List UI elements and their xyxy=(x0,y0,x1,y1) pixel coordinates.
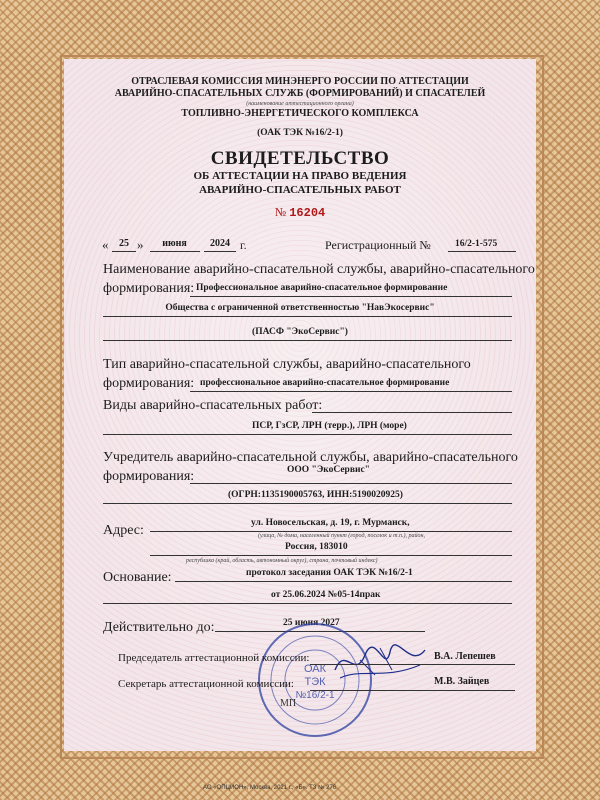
address-label: Адрес: xyxy=(103,523,144,538)
certificate-subtitle-2: АВАРИЙНО-СПАСАТЕЛЬНЫХ РАБОТ xyxy=(199,184,401,196)
type-label-1: Тип аварийно-спасательной службы, аварийно-спасательного xyxy=(103,357,471,372)
chairman-line xyxy=(310,664,515,665)
type-line xyxy=(190,391,512,392)
date-day-line xyxy=(112,251,136,252)
founder-label-1: Учредитель аварийно-спасательной службы, аварийно-спасательного xyxy=(103,450,518,465)
address-line-2 xyxy=(150,555,512,556)
valid-until-label: Действительно до: xyxy=(103,620,215,635)
address-hint-2: республика (край, область, автономный округ), страна, почтовый индекс) xyxy=(186,558,378,564)
kinds-line-1 xyxy=(312,412,512,413)
founder-line-1 xyxy=(190,483,512,484)
issuer-line-2: АВАРИЙНО-СПАСАТЕЛЬНЫХ СЛУЖБ (ФОРМИРОВАНИЙ) И СПАСАТЕЛЕЙ xyxy=(114,88,486,99)
address-line-1 xyxy=(150,531,512,532)
secretary-label: Секретарь аттестационной комиссии: xyxy=(118,678,294,690)
date-year-line xyxy=(204,251,236,252)
stamp-place-mark: МП xyxy=(280,698,297,709)
issuer-line-3: ТОПЛИВНО-ЭНЕРГЕТИЧЕСКОГО КОМПЛЕКСА xyxy=(181,108,419,119)
name-line-2 xyxy=(103,316,512,317)
name-value-2: Общества с ограниченной ответственностью "НавЭкосервис" xyxy=(165,303,435,313)
basis-value-2: от 25.06.2024 №05-14прак xyxy=(271,590,381,600)
address-value-1: ул. Новосельская, д. 19, г. Мурманск, xyxy=(251,518,410,528)
founder-value-1: ООО "ЭкоСервис" xyxy=(287,465,370,475)
address-value-2: Россия, 183010 xyxy=(285,542,348,552)
name-line-3 xyxy=(103,340,512,341)
registration-number: 16/2-1-575 xyxy=(455,239,498,249)
basis-label: Основание: xyxy=(103,570,172,585)
date-year: 2024 xyxy=(210,238,230,249)
basis-line-2 xyxy=(103,603,512,604)
date-month-line xyxy=(150,251,200,252)
issuer-hint: (наименование аттестационного органа) xyxy=(246,101,354,107)
basis-value-1: протокол заседания ОАК ТЭК №16/2-1 xyxy=(246,568,413,578)
kinds-label: Виды аварийно-спасательных работ: xyxy=(103,398,323,413)
chairman-label: Председатель аттестационной комиссии: xyxy=(118,652,310,664)
date-month: июня xyxy=(162,238,187,249)
secretary-line xyxy=(310,690,515,691)
founder-value-2: (ОГРН:1135190005763, ИНН:5190020925) xyxy=(228,490,403,500)
certificate-title: СВИДЕТЕЛЬСТВО xyxy=(210,148,390,169)
date-close-quote: » xyxy=(137,237,144,252)
type-value: профессиональное аварийно-спасательное формирование xyxy=(200,378,450,388)
seal-text-2: ТЭК xyxy=(304,676,326,688)
name-value-3: (ПАСФ "ЭкоСервис") xyxy=(252,327,348,337)
issuer-code: (ОАК ТЭК №16/2-1) xyxy=(257,128,343,138)
founder-label-2: формирования: xyxy=(103,469,195,484)
seal-text-1: ОАК xyxy=(303,663,327,675)
name-line-1 xyxy=(190,296,512,297)
kinds-value: ПСР, ГзСР, ЛРН (терр.), ЛРН (море) xyxy=(252,421,407,431)
certificate-subtitle-1: ОБ АТТЕСТАЦИИ НА ПРАВО ВЕДЕНИЯ xyxy=(193,170,407,182)
name-value-1: Профессиональное аварийно-спасательное формирование xyxy=(196,283,448,293)
basis-line-1 xyxy=(175,581,512,582)
issuer-line-1: ОТРАСЛЕВАЯ КОМИССИЯ МИНЭНЕРГО РОССИИ ПО АТТЕСТАЦИИ xyxy=(131,76,469,87)
secretary-name: М.В. Зайцев xyxy=(434,676,490,687)
registration-line xyxy=(448,251,516,252)
name-label-1: Наименование аварийно-спасательной службы, аварийно-спасательного xyxy=(103,262,535,277)
seal-text-3: №16/2-1 xyxy=(295,690,335,701)
chairman-signature xyxy=(330,640,430,685)
name-label-2: формирования: xyxy=(103,281,195,296)
date-open-quote: « xyxy=(102,237,109,252)
certificate-number: № 16204 xyxy=(274,205,326,220)
kinds-line-2 xyxy=(103,434,512,435)
registration-label: Регистрационный № xyxy=(325,238,431,252)
date-year-suffix: г. xyxy=(240,238,247,252)
type-label-2: формирования: xyxy=(103,376,195,391)
founder-line-2 xyxy=(103,503,512,504)
chairman-name: В.А. Лепешев xyxy=(434,651,496,662)
address-hint-1: (улица, № дома, населенный пункт (город, поселок и т.п.), район, xyxy=(258,533,425,539)
valid-until-value: 25 июня 2027 xyxy=(283,618,340,628)
date-day: 25 xyxy=(119,238,129,249)
printer-footer: АО «ОПЦИОН», Москва, 2021 г., «Б». ТЗ № 276. xyxy=(203,785,338,791)
